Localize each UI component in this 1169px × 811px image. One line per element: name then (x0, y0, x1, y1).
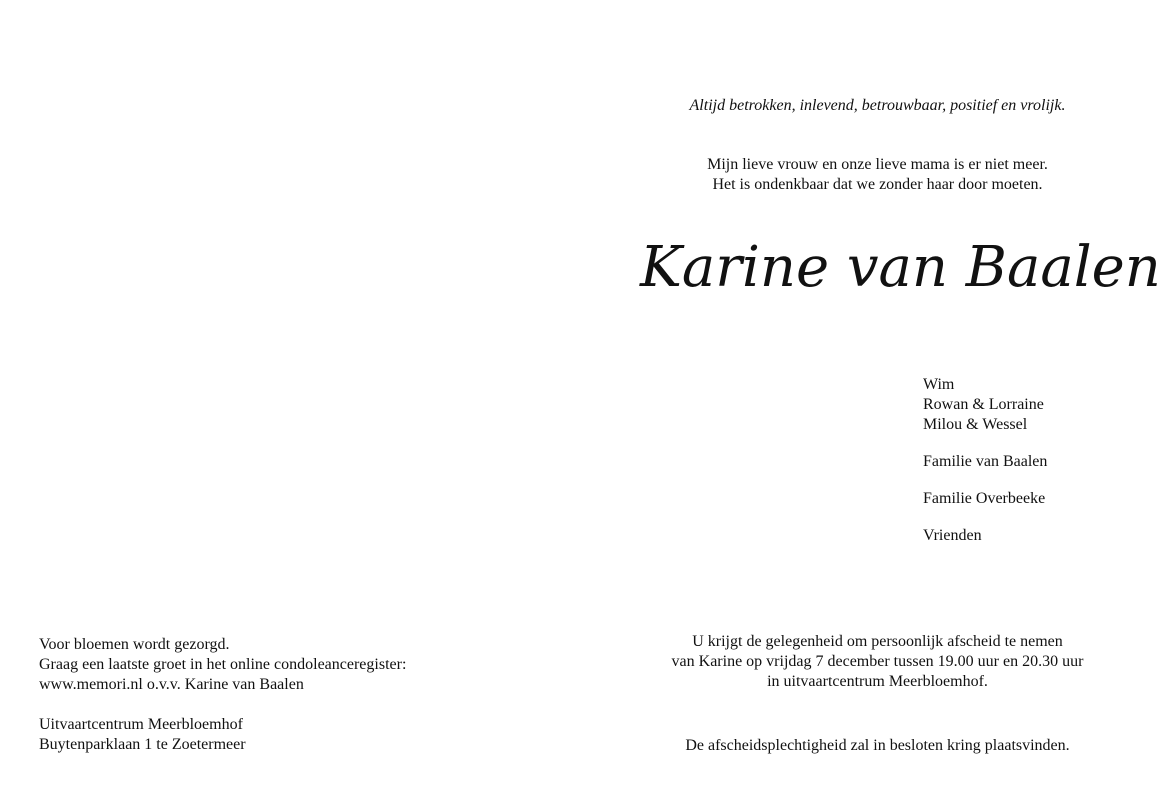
funeral-home-name: Uitvaartcentrum Meerbloemhof (39, 716, 243, 733)
flowers-note: Voor bloemen wordt gezorgd. (39, 636, 230, 653)
intro-line: Het is ondenkbaar dat we zonder haar door moeten. (712, 176, 1043, 193)
ceremony-note: De afscheidsplechtigheid zal in besloten kring plaatsvinden. (685, 737, 1070, 754)
motto-text: Altijd betrokken, inlevend, betrouwbaar, positief en vrolijk. (689, 97, 1066, 114)
funeral-notice (39, 635, 406, 755)
intro-line: Mijn lieve vrouw en onze lieve mama is er niet meer. (707, 156, 1048, 173)
family-member: Familie Overbeeke (923, 490, 1046, 507)
visitation-line: in uitvaartcentrum Meerbloemhof. (767, 673, 988, 690)
deceased-name: Karine van Baalen (640, 235, 1161, 300)
intro-text (600, 155, 1155, 195)
family-member: Rowan & Lorraine (923, 396, 1044, 413)
visitation-line: van Karine op vrijdag 7 december tussen 19.00 uur en 20.30 uur (671, 653, 1084, 670)
family-member: Familie van Baalen (923, 453, 1048, 470)
funeral-home-address: Buytenparklaan 1 te Zoetermeer (39, 736, 246, 753)
visitation-line: U krijgt de gelegenheid om persoonlijk afscheid te nemen (692, 633, 1063, 650)
family-member: Wim (923, 376, 955, 393)
family-list (923, 375, 1047, 546)
condolence-note: Graag een laatste groet in het online condoleanceregister: (39, 656, 407, 673)
condolence-url: www.memori.nl o.v.v. Karine van Baalen (39, 676, 304, 693)
visitation-text (600, 632, 1155, 692)
family-member: Vrienden (923, 527, 982, 544)
family-member: Milou & Wessel (923, 416, 1028, 433)
